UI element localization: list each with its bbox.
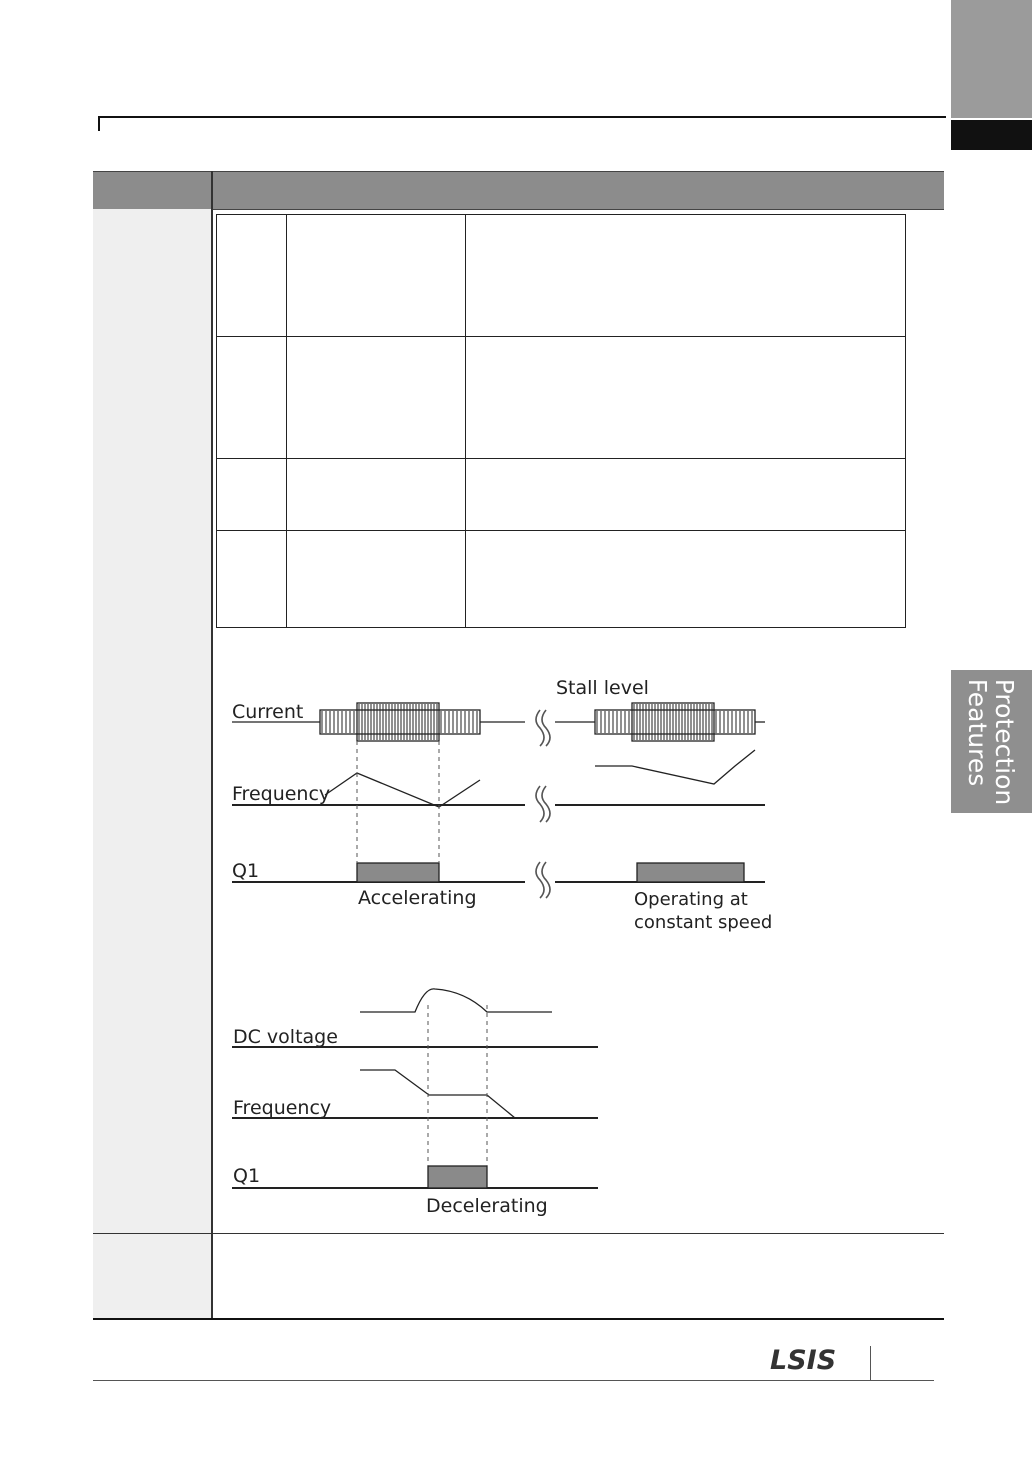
stall-timing-diagram [225, 670, 785, 940]
q1-pulse-decelerating [428, 1166, 487, 1188]
chapter-tab [951, 0, 1032, 118]
header-tick [98, 116, 100, 131]
q1-label: Q1 [232, 860, 260, 882]
section-tab-label: Protection Features [963, 678, 1020, 805]
chapter-tab-marker [951, 120, 1032, 150]
table-bottom-rule [93, 1318, 944, 1320]
frequency-label: Frequency [233, 1097, 332, 1119]
frequency-label: Frequency [232, 783, 331, 805]
deceleration-timing-diagram [225, 975, 605, 1225]
footer-divider [870, 1346, 871, 1380]
break-symbol [536, 710, 550, 898]
dc-voltage-label: DC voltage [233, 1026, 338, 1048]
stall-level-label: Stall level [556, 677, 649, 699]
footer-rule [93, 1380, 934, 1381]
operating-label-line1: Operating at [634, 889, 748, 910]
decelerating-label: Decelerating [426, 1195, 548, 1217]
current-label: Current [232, 701, 304, 723]
accelerating-label: Accelerating [358, 887, 477, 909]
table-label-column [93, 209, 211, 1319]
table-header-row [93, 171, 944, 210]
q1-label: Q1 [233, 1165, 261, 1187]
q1-pulse-constant-speed [637, 863, 744, 882]
table-row-divider [93, 1233, 944, 1234]
option-table-row-divider [217, 336, 905, 337]
operating-label-line2: constant speed [634, 912, 773, 933]
option-table-row-divider [217, 458, 905, 459]
option-table-col-divider [286, 215, 287, 627]
svg-text:LSIS: LSIS [770, 1345, 837, 1374]
option-table-row-divider [217, 530, 905, 531]
option-table-col-divider [465, 215, 466, 627]
table-header-divider [211, 171, 213, 210]
option-table [216, 214, 906, 628]
q1-pulse-accelerating [357, 863, 439, 882]
table-column-divider [211, 209, 213, 1319]
header-rule [98, 116, 946, 118]
lsis-logo [770, 1344, 854, 1374]
section-tab-protection-features[interactable] [951, 670, 1032, 813]
